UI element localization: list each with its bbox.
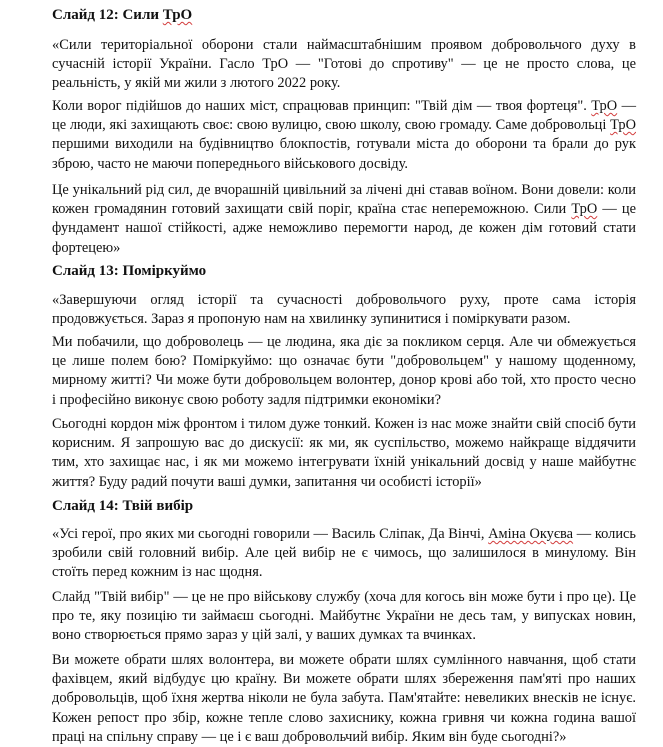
slide-12-paragraph-1: «Сили територіальної оборони стали наймасштабнішим проявом добровольчого духу в сучасній історії України. Гасло ТрО — "Готові до спротиву" — це не просто слова, це реальність, у якій ми жили з лютого 2022 року. [52, 37, 636, 92]
spellcheck-word: Аміна Окуєва [488, 526, 574, 542]
slide-13-paragraph-2: Ми побачили, що доброволець — це людина, яка діє за покликом серця. Але чи обмежується це лише полем бою? Поміркуймо: що означає бути "добровольцем" у нашому щоденному, мирному житті? Чи може бути добровольцем волонтер, донор крові або той, хто просто чесно і професійно виконує свою роботу задля підтримки економіки? [52, 334, 636, 408]
paragraph-text: «Усі герої, про яких ми сьогодні говорили — Василь Сліпак, Да Вінчі, [52, 526, 489, 542]
slide-14-paragraph-1 [52, 525, 636, 583]
slide-13-paragraph-3: Сьогодні кордон між фронтом і тилом дуже тонкий. Кожен із нас може знайти свій спосіб бути корисним. Я запрошую вас до дискусії: як ми, як суспільство, можемо найкраще віддячити тим, хто захищає нас, і як ми можемо інтегрувати їхній унікальний досвід у наше майбутнє життя? Буду радий почути ваші думки, запитання чи особисті історії» [52, 416, 636, 490]
heading-text: Слайд 12: Сили [52, 7, 163, 23]
slide-12-heading [52, 6, 192, 25]
paragraph-text: першими виходили на будівництво блокпостів, готували міста до оборони та брали до рук зброю, часто не маючи попереднього військового досвіду. [52, 136, 636, 172]
slide-13-paragraph-1: «Завершуючи огляд історії та сучасності добровольчого руху, проте сама історія продовжується. Зараз я пропоную нам на хвилинку зупинитися і поміркувати разом. [52, 292, 636, 328]
spellcheck-word: ТрО [591, 98, 618, 114]
slide-14-heading: Слайд 14: Твій вибір [52, 498, 194, 514]
spellcheck-word: ТрО [571, 201, 598, 218]
slide-12-paragraph-3 [52, 181, 636, 258]
spellcheck-word: ТрО [162, 7, 193, 23]
slide-12-paragraph-2 [52, 97, 636, 174]
slide-14-paragraph-2: Слайд "Твій вибір" — це не про військову службу (хоча для когось він може бути і про це). Це про те, яку позицію ти займаєш сьогодні. Майбутнє України не десь там, у випусках новин, воно створюється прямо зараз у цій залі, у ваших думках та вчинках. [52, 589, 636, 644]
paragraph-text: — це фундамент нашої стійкості, адже неможливо перемогти народ, де кожен дім готовий стати фортецею» [52, 201, 636, 256]
paragraph-text: Коли ворог підійшов до наших міст, спрацював принцип: "Твій дім — твоя фортеця". [52, 98, 592, 114]
paragraph-text: Це унікальний рід сил, де вчорашній цивільний за лічені дні ставав воїном. Вони довели: коли кожен громадянин готовий захищати свій поріг, країна стає непереможною. Сили [52, 182, 636, 218]
spellcheck-word: ТрО [610, 117, 636, 134]
paragraph-text: — колись зробили свій головний вибір. Але цей вибір не є чимось, що залишилося в минулому. Він стоїть перед кожним із нас щодня. [52, 526, 636, 581]
paragraph-text: — це люди, які захищають своє: свою вулицю, свою школу, свою громаду. Саме добровольці [52, 98, 636, 134]
slide-13-heading: Слайд 13: Поміркуймо [52, 263, 207, 279]
slide-14-paragraph-3: Ви можете обрати шлях волонтера, ви можете обрати шлях сумлінного навчання, щоб стати фахівцем, який відбудує цю країну. Ви можете обрати шлях збереження пам'яті про наших добровольців, щоб їхня жертва ніколи не була забута. Пам'ятайте: невеликих внесків не існує. Кожен репост про збір, кожне тепле слово захиснику, кожна гривня чи кожна година вашої праці на спільну справу — це і є ваш добровольчий вибір. Яким він буде сьогодні?» [52, 652, 636, 745]
